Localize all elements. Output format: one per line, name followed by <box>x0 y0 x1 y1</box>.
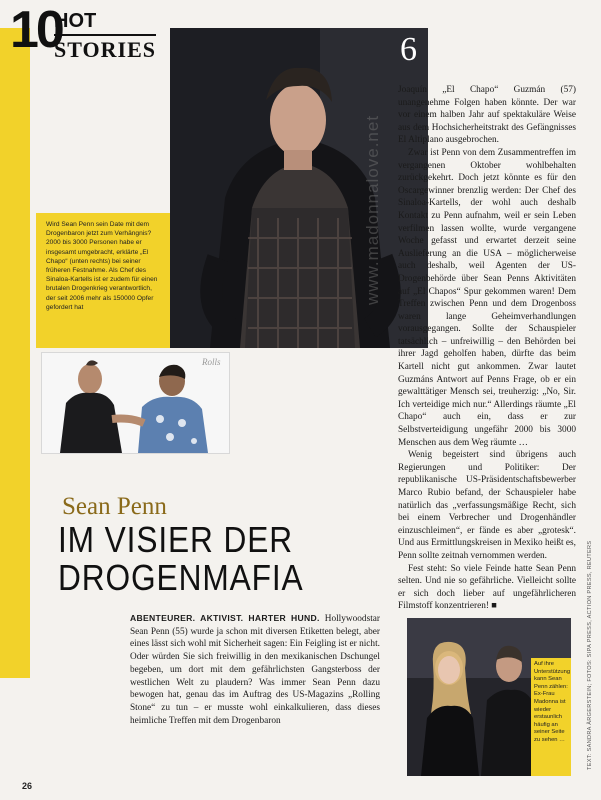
lead-in: ABENTEURER. AKTIVIST. HARTER HUND. <box>130 613 325 623</box>
story-number: 6 <box>400 31 417 68</box>
page-number: 26 <box>22 781 33 791</box>
right-article-column <box>398 84 576 613</box>
header-number: 10 <box>10 1 62 59</box>
headline-line-2: DROGENMAFIA <box>58 557 304 598</box>
article-headline <box>58 521 340 597</box>
right-paragraph-3: Wenig begeistert sind übrigens auch Regierungen und Politiker: Der republikanische US-Präsidentschaftsbewerber Marco Rubio befand, der Schauspieler habe natürlich das „verfassungsmäßige Recht, sich bei einem Verbrecher und Drogenhändler einzuschleimen“, er fände es aber „grotesk“. Und aus Ermittlungskreisen in Mexiko heißt es, Penn sollte zeitnah vernommen werden. <box>398 450 576 561</box>
right-paragraph-4: Fest steht: So viele Feinde hatte Sean Penn selten. Und nie so gefährliche. Vielleicht sollte er sich doch lieber auf ungefährlicheren Filmstoff konzentrieren! ■ <box>398 563 576 612</box>
left-article-column <box>130 612 380 727</box>
left-body-text: Hollywoodstar Sean Penn (55) wurde ja schon mit diversen Etiketten belegt, aber eines lässt sich wohl mit Sicherheit sagen: Ein Feigling ist er nicht. Oder würden Sie sich freiwillig in den mexikanischen Dschungel begeben, um dort mit dem gefährlichsten Gangsterboss der westlichen Welt zu plaudern? Was immer Sean Penn dazu bewogen hat, genau das im Auftrag des US-Magazins „Rolling Stone“ zu tun – er musste wohl einkalkulieren, dass dieses heimliche Treffen mit dem Drogenbaron <box>130 614 380 726</box>
handshake-photo <box>41 352 230 454</box>
watermark: www.madonnalove.net <box>363 114 382 305</box>
yellow-side-band <box>0 28 30 678</box>
right-paragraph-1: Joaquín „El Chapo“ Guzmán (57) unangenehme Folgen haben könnte. Der war vor einem halben Jahr auf spektakuläre Weise aus dem Hochsicherheitstrakt des Gefängnisses El Altiplano ausgebrochen. <box>398 85 576 146</box>
photo-logo: Rolls <box>202 357 221 367</box>
photo-credits: TEXT: SANDRA ÄRGERSTEIN; FOTOS: SIPA PRESS, ACTION PRESS, REUTERS <box>587 540 593 770</box>
headline-line-1: IM VISIER DER <box>58 519 294 560</box>
main-photo-illustration <box>170 28 428 348</box>
handshake-illustration <box>42 353 229 453</box>
right-paragraph-2: Zwar ist Penn von dem Zusammentreffen im vergangenen Oktober wohlbehalten zurückgekehrt. Doch jetzt könnte es für den Oscargewinner brenzlig werden: Der Chef des Sinaloa-Kartells, der wohl auch deshalb Kontakt zu Penn aufnahm, weil er sein Leben verfilmen lassen wollte, wurde vergangene Woche gefasst und erwartet derzeit seine Auslieferung an die USA – möglicherweise auch deshalb, weil Agenten der US-Drogenbehörde über Sean Penns Aktivitäten auf „El Chapos“ Spur gekommen waren! Dem Treffen zwischen Penn und dem Drogenboss waren lange Geheimverhandlungen vorausgegangen. Sollte der Schauspieler tatsächlich – unfreiwillig – den Behörden bei ihrer Jagd geholfen haben, dürfte das beim Kartell nicht gut ankommen. Zwar lautet Guzmáns Antwort auf Penns Frage, ob er ein gewalttätiger Mensch sei, treuherzig: „No, Sir. Ich verteidige mich nur.“ Allerdings räumte „El Chapo“ auch ein, dass er zur Selbstverteidigung ungefähr 2000 bis 3000 Menschen aus dem Weg räumte … <box>398 147 576 448</box>
header-stories: STORIES <box>54 34 156 63</box>
bottom-photo-caption: Auf ihre Unterstützung kann Sean Penn zählen: Ex-Frau Madonna ist wieder erstaunlich häufig an seiner Seite zu sehen … <box>531 658 571 776</box>
main-photo-caption: Wird Sean Penn sein Date mit dem Drogenbaron jetzt zum Verhängnis? 2000 bis 3000 Personen habe er insgesamt umgebracht, erklärte „El Chapo“ (unten rechts) bei seiner früheren Festnahme. Als Chef des Sinaloa-Kartells ist er zudem für einen brutalen Drogenkrieg verantwortlich, der seit 2006 mehr als 150000 Opfer gefordert hat <box>36 213 170 348</box>
main-photo <box>170 28 428 348</box>
article-subtitle: Sean Penn <box>62 493 167 520</box>
header-hot: HOT <box>54 10 97 32</box>
